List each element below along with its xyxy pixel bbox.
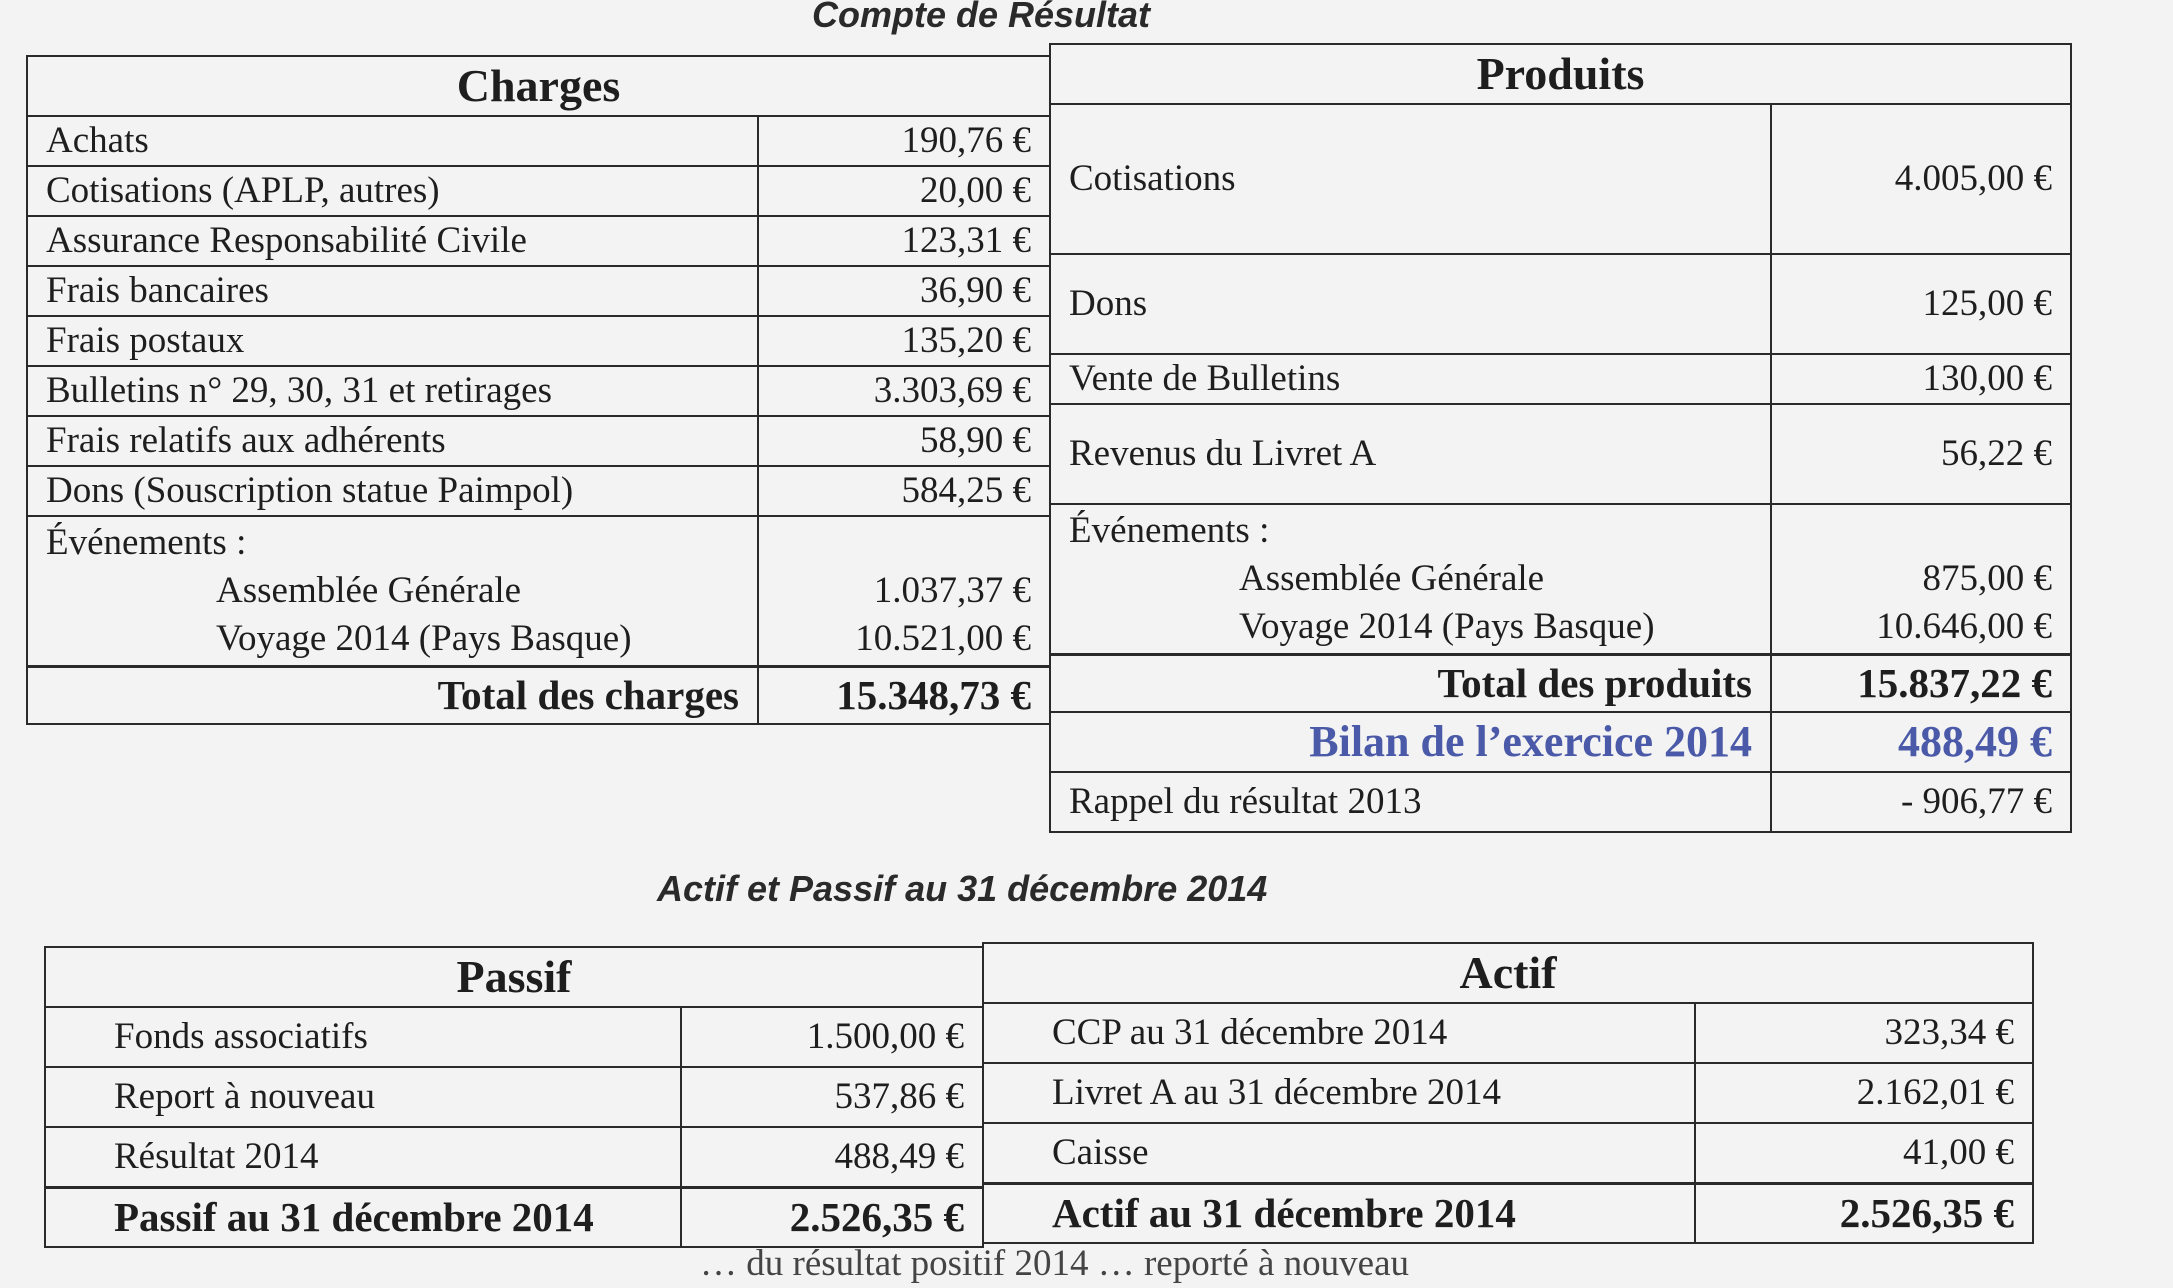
bilan-row (1050, 712, 2071, 772)
actif-value: 323,34 € (1695, 1003, 2033, 1063)
passif-header: Passif (45, 947, 983, 1007)
table-row (27, 466, 1050, 516)
total-row (983, 1183, 2033, 1243)
charge-value: 20,00 € (758, 166, 1050, 216)
charge-label: Assurance Responsabilité Civile (27, 216, 758, 266)
event-value: 10.646,00 € (1876, 605, 2053, 647)
table-row (45, 1067, 983, 1127)
table-row (45, 1127, 983, 1187)
produits-header: Produits (1050, 44, 2071, 104)
charge-label: Frais bancaires (27, 266, 758, 316)
passif-total-label: Passif au 31 décembre 2014 (45, 1187, 681, 1247)
compte-title: Compte de Résultat (812, 0, 1151, 35)
total-produits-value: 15.837,22 € (1771, 654, 2071, 712)
charge-value: 190,76 € (758, 116, 1050, 166)
events-label: Événements : (46, 521, 247, 563)
table-row (27, 366, 1050, 416)
total-row (27, 666, 1050, 724)
charges-header: Charges (27, 56, 1050, 116)
passif-value: 537,86 € (681, 1067, 983, 1127)
table-row (1050, 104, 2071, 254)
events-values (758, 516, 1050, 666)
passif-table (44, 946, 984, 1248)
charge-value: 3.303,69 € (758, 366, 1050, 416)
produit-label: Vente de Bulletins (1050, 354, 1771, 404)
table-row (27, 116, 1050, 166)
produit-label: Cotisations (1050, 104, 1771, 254)
rappel-value: - 906,77 € (1771, 772, 2071, 832)
produit-value: 130,00 € (1771, 354, 2071, 404)
passif-label: Fonds associatifs (45, 1007, 681, 1067)
events-values (1771, 504, 2071, 654)
events-label: Événements : (1069, 509, 1270, 551)
charge-label: Frais postaux (27, 316, 758, 366)
table-row (27, 316, 1050, 366)
passif-value: 488,49 € (681, 1127, 983, 1187)
produit-value: 4.005,00 € (1771, 104, 2071, 254)
table-row (45, 1007, 983, 1067)
produits-table (1049, 43, 2072, 833)
actif-table (982, 942, 2034, 1244)
passif-total-value: 2.526,35 € (681, 1187, 983, 1247)
event-value: 875,00 € (1922, 557, 2053, 599)
charge-label: Dons (Souscription statue Paimpol) (27, 466, 758, 516)
event-value: 10.521,00 € (855, 617, 1032, 659)
charge-value: 36,90 € (758, 266, 1050, 316)
actif-label: CCP au 31 décembre 2014 (983, 1003, 1695, 1063)
total-row (1050, 654, 2071, 712)
total-charges-label: Total des charges (27, 666, 758, 724)
total-produits-label: Total des produits (1050, 654, 1771, 712)
event-label: Voyage 2014 (Pays Basque) (1239, 605, 1655, 647)
produit-label: Revenus du Livret A (1050, 404, 1771, 504)
events-cell (27, 516, 758, 666)
table-row (27, 216, 1050, 266)
event-label: Assemblée Générale (1239, 557, 1545, 599)
table-row (27, 416, 1050, 466)
produit-label: Dons (1050, 254, 1771, 354)
charge-label: Bulletins n° 29, 30, 31 et retirages (27, 366, 758, 416)
table-row (27, 266, 1050, 316)
table-row (983, 1123, 2033, 1183)
event-value: 1.037,37 € (873, 569, 1032, 611)
produit-value: 56,22 € (1771, 404, 2071, 504)
bilan-label: Bilan de l’exercice 2014 (1050, 712, 1771, 772)
actif-value: 41,00 € (1695, 1123, 2033, 1183)
actif-label: Caisse (983, 1123, 1695, 1183)
charge-label: Cotisations (APLP, autres) (27, 166, 758, 216)
passif-value: 1.500,00 € (681, 1007, 983, 1067)
actif-label: Livret A au 31 décembre 2014 (983, 1063, 1695, 1123)
event-label: Voyage 2014 (Pays Basque) (216, 617, 632, 659)
table-row (983, 1063, 2033, 1123)
footer-cut-text: … du résultat positif 2014 … reporté à nouveau (700, 1243, 1409, 1284)
charge-label: Achats (27, 116, 758, 166)
rappel-row (1050, 772, 2071, 832)
events-cell (1050, 504, 1771, 654)
charge-label: Frais relatifs aux adhérents (27, 416, 758, 466)
table-row (1050, 354, 2071, 404)
total-charges-value: 15.348,73 € (758, 666, 1050, 724)
charge-value: 58,90 € (758, 416, 1050, 466)
actif-total-value: 2.526,35 € (1695, 1183, 2033, 1243)
table-row (27, 166, 1050, 216)
charge-value: 584,25 € (758, 466, 1050, 516)
charges-table (26, 55, 1051, 725)
produit-value: 125,00 € (1771, 254, 2071, 354)
actif-passif-title: Actif et Passif au 31 décembre 2014 (657, 868, 1268, 909)
actif-value: 2.162,01 € (1695, 1063, 2033, 1123)
rappel-label: Rappel du résultat 2013 (1050, 772, 1771, 832)
charge-value: 135,20 € (758, 316, 1050, 366)
table-row (1050, 404, 2071, 504)
actif-total-label: Actif au 31 décembre 2014 (983, 1183, 1695, 1243)
bilan-value: 488,49 € (1771, 712, 2071, 772)
table-row (983, 1003, 2033, 1063)
events-row (1050, 504, 2071, 654)
actif-header: Actif (983, 943, 2033, 1003)
table-row (1050, 254, 2071, 354)
event-label: Assemblée Générale (216, 569, 522, 611)
passif-label: Résultat 2014 (45, 1127, 681, 1187)
total-row (45, 1187, 983, 1247)
passif-label: Report à nouveau (45, 1067, 681, 1127)
charge-value: 123,31 € (758, 216, 1050, 266)
events-row (27, 516, 1050, 666)
